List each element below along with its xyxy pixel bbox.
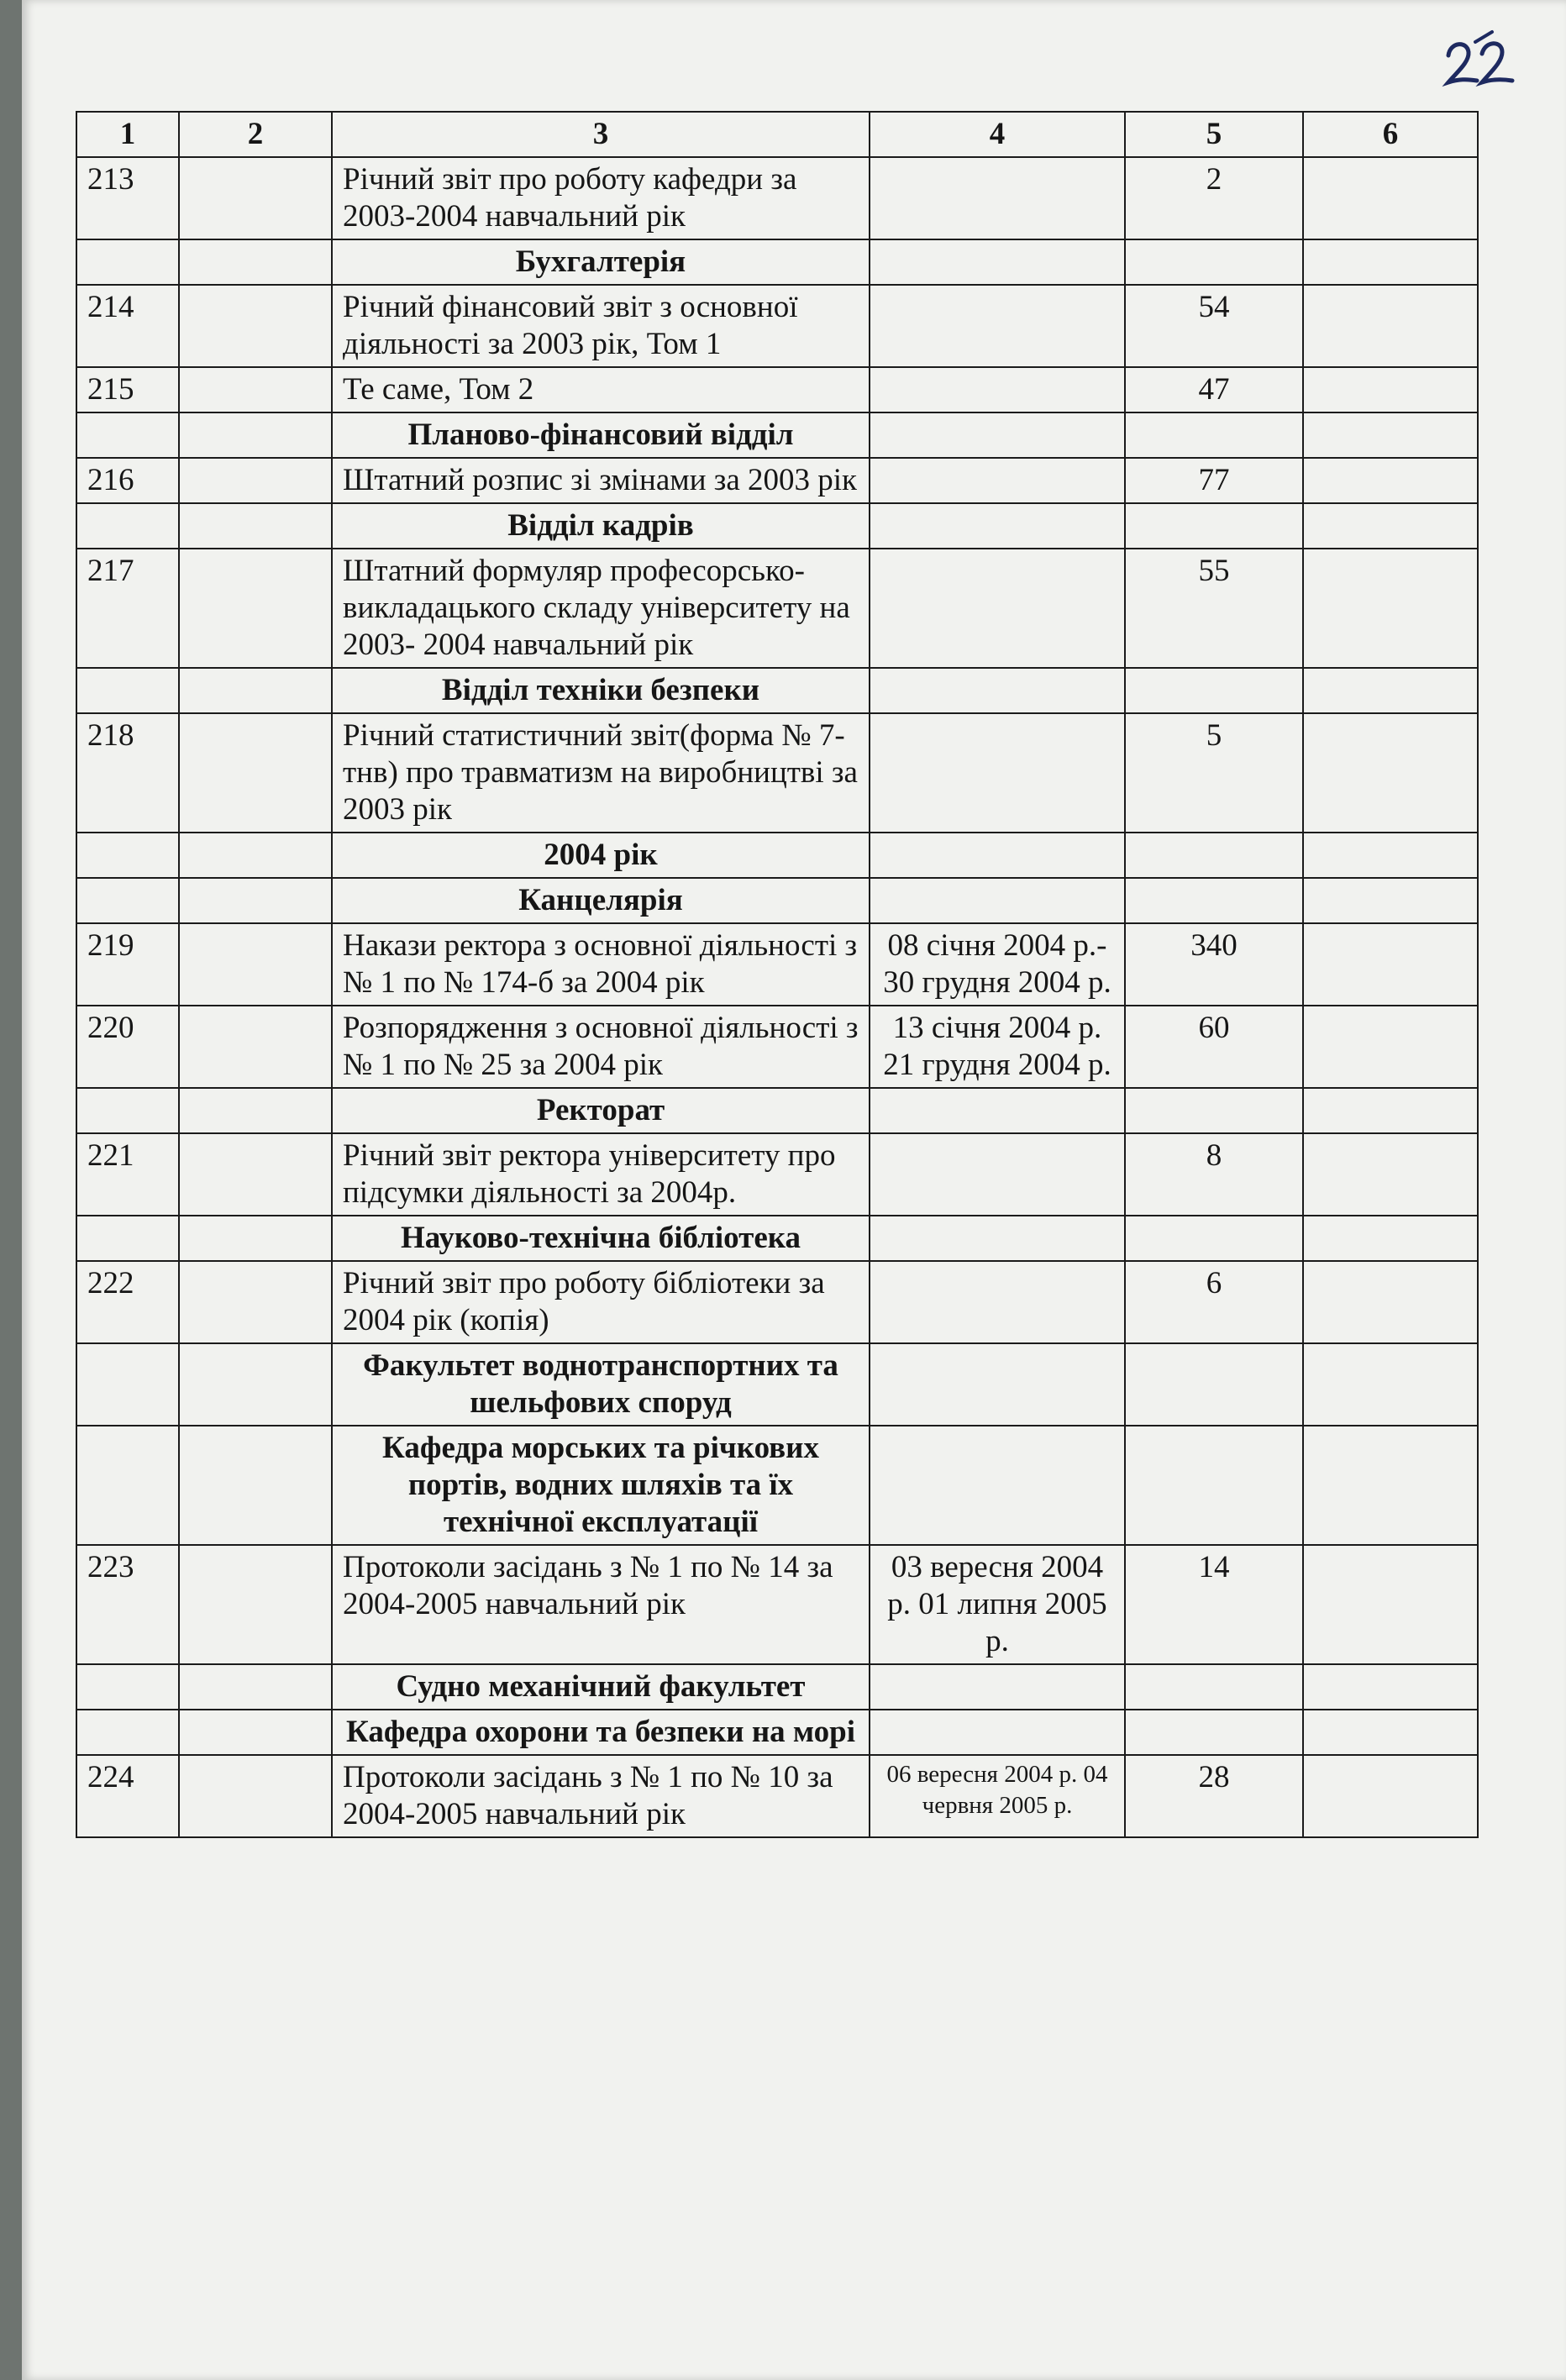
- column-header: 5: [1125, 112, 1303, 157]
- item-number: 221: [76, 1133, 179, 1216]
- item-description: Річний звіт про роботу бібліотеки за 2004 рік (копія): [332, 1261, 870, 1343]
- cell-notes: [1303, 923, 1478, 1006]
- item-description: Штатний формуляр професорсько-викладацького складу університету на 2003- 2004 навчальний рік: [332, 549, 870, 668]
- cell-notes: [1303, 367, 1478, 412]
- item-number: 222: [76, 1261, 179, 1343]
- item-sheet-count: 340: [1125, 923, 1303, 1006]
- cell-notes: [1303, 1710, 1478, 1755]
- cell-num: [76, 239, 179, 285]
- cell-notes: [1303, 1133, 1478, 1216]
- column-header: 4: [870, 112, 1125, 157]
- section-title: Кафедра охорони та безпеки на морі: [332, 1710, 870, 1755]
- cell-notes: [1303, 412, 1478, 458]
- item-dates: [870, 549, 1125, 668]
- cell-index: [179, 1133, 332, 1216]
- item-description: Протоколи засідань з № 1 по № 10 за 2004-2005 навчальний рік: [332, 1755, 870, 1837]
- section-title: Кафедра морських та річкових портів, водних шляхів та їх технічної експлуатації: [332, 1426, 870, 1545]
- item-sheet-count: 8: [1125, 1133, 1303, 1216]
- item-sheet-count: 47: [1125, 367, 1303, 412]
- item-number: 223: [76, 1545, 179, 1664]
- cell-index: [179, 157, 332, 239]
- item-number: 216: [76, 458, 179, 503]
- cell-index: [179, 1088, 332, 1133]
- table-row: [76, 1755, 1478, 1837]
- item-sheet-count: 54: [1125, 285, 1303, 367]
- cell-notes: [1303, 878, 1478, 923]
- item-dates: 08 січня 2004 р.- 30 грудня 2004 р.: [870, 923, 1125, 1006]
- item-description: Накази ректора з основної діяльності з № 1 по № 174-б за 2004 рік: [332, 923, 870, 1006]
- cell-index: [179, 1710, 332, 1755]
- table-row: [76, 1545, 1478, 1664]
- table-row: [76, 285, 1478, 367]
- archive-register-table: [76, 111, 1479, 1838]
- cell-index: [179, 923, 332, 1006]
- item-dates: 03 вересня 2004 р. 01 липня 2005 р.: [870, 1545, 1125, 1664]
- handwritten-number-mark: [1442, 24, 1517, 99]
- item-number: 217: [76, 549, 179, 668]
- item-sheet-count: 28: [1125, 1755, 1303, 1837]
- cell-num: [76, 1216, 179, 1261]
- cell-index: [179, 458, 332, 503]
- section-heading-row: [76, 1343, 1478, 1426]
- item-description: Річний звіт про роботу кафедри за 2003-2004 навчальний рік: [332, 157, 870, 239]
- cell-count: [1125, 1088, 1303, 1133]
- item-dates: [870, 1133, 1125, 1216]
- section-title: Факультет воднотранспортних та шельфових споруд: [332, 1343, 870, 1426]
- cell-num: [76, 878, 179, 923]
- item-description: Протоколи засідань з № 1 по № 14 за 2004-2005 навчальний рік: [332, 1545, 870, 1664]
- cell-index: [179, 1216, 332, 1261]
- cell-dates: [870, 878, 1125, 923]
- item-dates: [870, 285, 1125, 367]
- cell-count: [1125, 503, 1303, 549]
- column-header: 2: [179, 112, 332, 157]
- item-description: Річний статистичний звіт(форма № 7-тнв) про травматизм на виробництві за 2003 рік: [332, 713, 870, 833]
- table-row: [76, 157, 1478, 239]
- cell-index: [179, 367, 332, 412]
- item-number: 224: [76, 1755, 179, 1837]
- section-heading-row: [76, 1664, 1478, 1710]
- cell-count: [1125, 833, 1303, 878]
- section-heading-row: [76, 1710, 1478, 1755]
- cell-dates: [870, 239, 1125, 285]
- item-description: Річний фінансовий звіт з основної діяльності за 2003 рік, Том 1: [332, 285, 870, 367]
- item-description: Розпорядження з основної діяльності з № 1 по № 25 за 2004 рік: [332, 1006, 870, 1088]
- item-description: Те саме, Том 2: [332, 367, 870, 412]
- section-title: Канцелярія: [332, 878, 870, 923]
- section-heading-row: [76, 1216, 1478, 1261]
- table-row: [76, 367, 1478, 412]
- table-row: [76, 1006, 1478, 1088]
- section-heading-row: [76, 668, 1478, 713]
- item-dates: 06 вересня 2004 р. 04 червня 2005 р.: [870, 1755, 1125, 1837]
- cell-index: [179, 1343, 332, 1426]
- cell-num: [76, 1426, 179, 1545]
- section-title: Відділ кадрів: [332, 503, 870, 549]
- item-description: Штатний розпис зі змінами за 2003 рік: [332, 458, 870, 503]
- cell-count: [1125, 668, 1303, 713]
- section-heading-row: [76, 412, 1478, 458]
- section-title: 2004 рік: [332, 833, 870, 878]
- item-number: 215: [76, 367, 179, 412]
- cell-index: [179, 285, 332, 367]
- item-description: Річний звіт ректора університету про підсумки діяльності за 2004р.: [332, 1133, 870, 1216]
- cell-notes: [1303, 1545, 1478, 1664]
- cell-count: [1125, 1216, 1303, 1261]
- cell-notes: [1303, 458, 1478, 503]
- section-heading-row: [76, 503, 1478, 549]
- cell-index: [179, 1006, 332, 1088]
- cell-dates: [870, 1426, 1125, 1545]
- cell-notes: [1303, 713, 1478, 833]
- section-heading-row: [76, 833, 1478, 878]
- cell-index: [179, 833, 332, 878]
- cell-index: [179, 668, 332, 713]
- cell-index: [179, 713, 332, 833]
- item-dates: [870, 1261, 1125, 1343]
- cell-notes: [1303, 239, 1478, 285]
- cell-notes: [1303, 668, 1478, 713]
- section-title: Бухгалтерія: [332, 239, 870, 285]
- item-sheet-count: 5: [1125, 713, 1303, 833]
- cell-dates: [870, 1664, 1125, 1710]
- column-header-row: [76, 112, 1478, 157]
- cell-index: [179, 549, 332, 668]
- cell-dates: [870, 412, 1125, 458]
- item-number: 214: [76, 285, 179, 367]
- cell-count: [1125, 239, 1303, 285]
- section-heading-row: [76, 239, 1478, 285]
- cell-index: [179, 1664, 332, 1710]
- cell-dates: [870, 1216, 1125, 1261]
- cell-notes: [1303, 1426, 1478, 1545]
- cell-notes: [1303, 1088, 1478, 1133]
- item-number: 218: [76, 713, 179, 833]
- cell-num: [76, 1664, 179, 1710]
- item-sheet-count: 60: [1125, 1006, 1303, 1088]
- handwritten-page-number: [1442, 24, 1517, 99]
- cell-dates: [870, 1088, 1125, 1133]
- item-number: 220: [76, 1006, 179, 1088]
- cell-count: [1125, 1664, 1303, 1710]
- item-sheet-count: 2: [1125, 157, 1303, 239]
- column-header: 1: [76, 112, 179, 157]
- cell-count: [1125, 878, 1303, 923]
- table-row: [76, 713, 1478, 833]
- cell-notes: [1303, 157, 1478, 239]
- cell-count: [1125, 1343, 1303, 1426]
- section-heading-row: [76, 878, 1478, 923]
- cell-num: [76, 1710, 179, 1755]
- cell-num: [76, 503, 179, 549]
- item-dates: [870, 367, 1125, 412]
- cell-index: [179, 878, 332, 923]
- cell-notes: [1303, 1664, 1478, 1710]
- item-dates: [870, 713, 1125, 833]
- item-dates: 13 січня 2004 р. 21 грудня 2004 р.: [870, 1006, 1125, 1088]
- cell-notes: [1303, 1343, 1478, 1426]
- table-row: [76, 1133, 1478, 1216]
- column-header: 3: [332, 112, 870, 157]
- document-page: [22, 0, 1566, 2380]
- item-sheet-count: 55: [1125, 549, 1303, 668]
- cell-notes: [1303, 1755, 1478, 1837]
- cell-notes: [1303, 549, 1478, 668]
- section-heading-row: [76, 1426, 1478, 1545]
- table-row: [76, 923, 1478, 1006]
- table-row: [76, 458, 1478, 503]
- cell-index: [179, 412, 332, 458]
- item-sheet-count: 14: [1125, 1545, 1303, 1664]
- cell-notes: [1303, 833, 1478, 878]
- cell-notes: [1303, 1006, 1478, 1088]
- cell-index: [179, 1426, 332, 1545]
- cell-index: [179, 1755, 332, 1837]
- cell-count: [1125, 1710, 1303, 1755]
- cell-count: [1125, 1426, 1303, 1545]
- cell-index: [179, 1545, 332, 1664]
- cell-dates: [870, 1710, 1125, 1755]
- cell-index: [179, 239, 332, 285]
- section-title: Відділ техніки безпеки: [332, 668, 870, 713]
- table-row: [76, 1261, 1478, 1343]
- cell-count: [1125, 412, 1303, 458]
- item-sheet-count: 6: [1125, 1261, 1303, 1343]
- section-title: Науково-технічна бібліотека: [332, 1216, 870, 1261]
- item-sheet-count: 77: [1125, 458, 1303, 503]
- cell-index: [179, 1261, 332, 1343]
- item-dates: [870, 157, 1125, 239]
- cell-notes: [1303, 503, 1478, 549]
- cell-dates: [870, 833, 1125, 878]
- cell-num: [76, 833, 179, 878]
- item-dates: [870, 458, 1125, 503]
- register-body: [76, 157, 1478, 1837]
- section-title: Ректорат: [332, 1088, 870, 1133]
- cell-dates: [870, 503, 1125, 549]
- cell-index: [179, 503, 332, 549]
- section-title: Судно механічний факультет: [332, 1664, 870, 1710]
- cell-dates: [870, 668, 1125, 713]
- cell-notes: [1303, 1261, 1478, 1343]
- cell-dates: [870, 1343, 1125, 1426]
- cell-num: [76, 668, 179, 713]
- table-row: [76, 549, 1478, 668]
- section-title: Планово-фінансовий відділ: [332, 412, 870, 458]
- cell-notes: [1303, 285, 1478, 367]
- section-heading-row: [76, 1088, 1478, 1133]
- cell-num: [76, 1343, 179, 1426]
- cell-notes: [1303, 1216, 1478, 1261]
- cell-num: [76, 412, 179, 458]
- column-header: 6: [1303, 112, 1478, 157]
- item-number: 219: [76, 923, 179, 1006]
- cell-num: [76, 1088, 179, 1133]
- item-number: 213: [76, 157, 179, 239]
